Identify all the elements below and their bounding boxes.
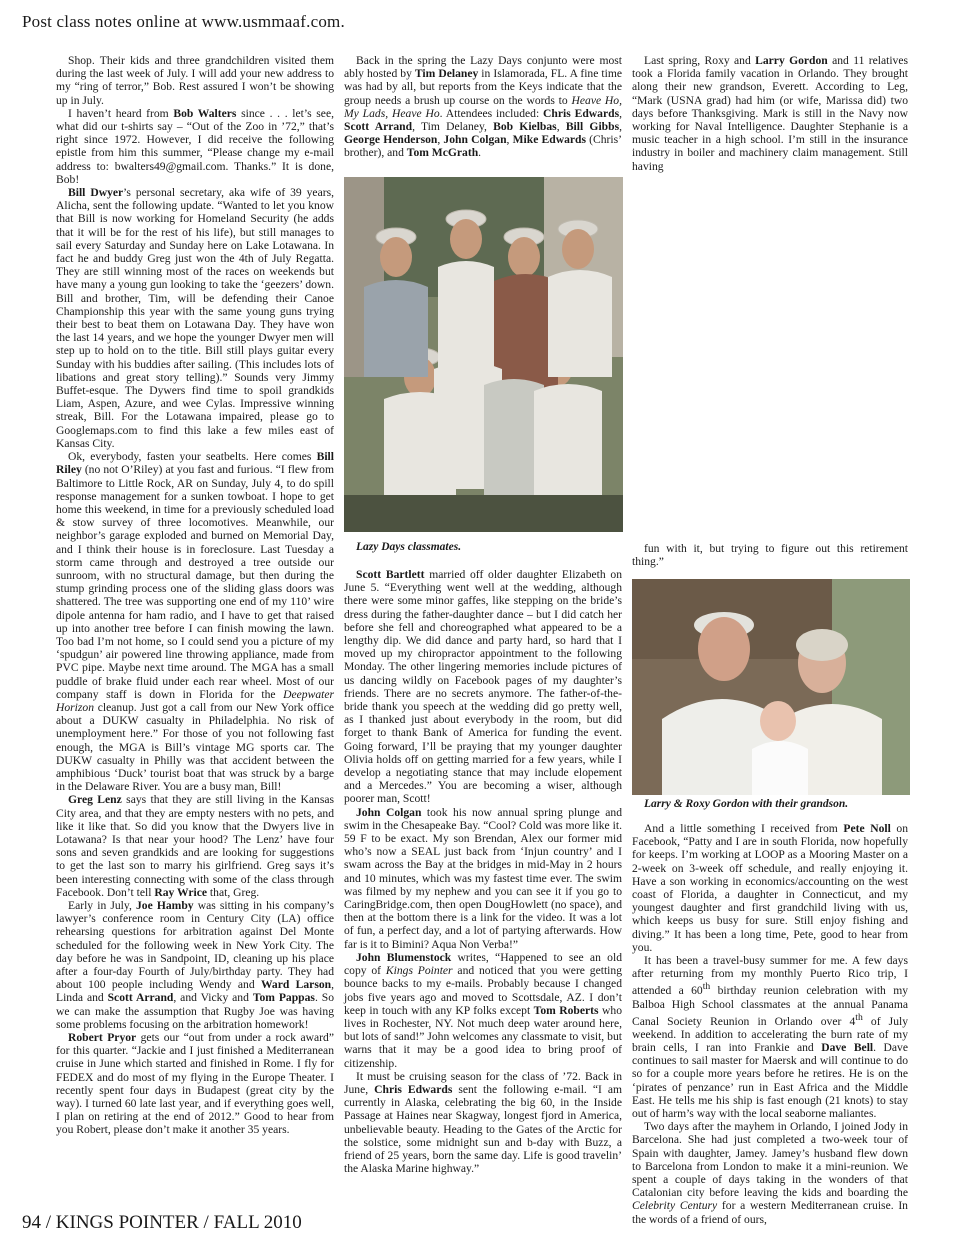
paragraph: Scott Bartlett married off older daughter Elizabeth on June 5. “Everything went well at the wedding, although there were some minor gaffes, like stepping on the bride’s dress during the father-daughter dance – but I did catch her before she fell and choreographed what appeared to be a lengthy dip. We did dance and party hard, so hard that I moved up my chiropractor appointment to the following Monday. The other lingering memories include pictures of us dancing wildly on Facebook pages of my daughter’s friends. There are no secrets anymore. The father-of-the-bride thank you speech at the wedding did go pretty well, as I thanked just about everybody in the room, but did forget to thank Bank of America for funding the event. Going forward, I’ll be praying that my younger daughter Olivia holds off on getting married for a few years, while I develop a negotiating stance that may include elopement and a Mercedes.” You are becoming a wiser, although poorer man, Scott! (344, 568, 622, 806)
page-footer: 94 / KINGS POINTER / FALL 2010 (22, 1212, 302, 1233)
paragraph: fun with it, but trying to figure out this retirement thing.” (632, 542, 908, 569)
name-bold: Tim Delaney (414, 67, 479, 81)
title-italic: Heave Ho, My Lads, Heave Ho (344, 93, 622, 120)
column-2-bottom (344, 568, 622, 1188)
title-italic: Deepwater Horizon (56, 687, 334, 714)
paragraph: Last spring, Roxy and Larry Gordon and 11 relatives took a Florida family vacation in Orlando. They brought along their new grandson, Everett. According to Leg, “Mark (USNA grad) had him (or wife, Marissa did) two days before Thanksgiving. Mark is still in the Navy now working for Naval Intelligence. Daughter Stephanie is a music teacher in a high school. I’m still in the insurance industry in boiler and machinery claim management. Still having (632, 54, 908, 173)
name-bold: Bill Gibbs (565, 120, 620, 134)
name-bold: Scott Bartlett (356, 568, 425, 581)
name-bold: Mike Edwards (512, 133, 586, 147)
name-bold: John Colgan (443, 133, 507, 147)
column-3-middle (632, 542, 908, 572)
paragraph: Back in the spring the Lazy Days conjunto were most ably hosted by Tim Delaney in Islamorada, FL. A fine time was had by all, but reports from the Keys indicate that the group needs a brush up course on the words to Heave Ho, My Lads, Heave Ho. Attendees included: Chris Edwards, Scott Arrand, Tim Delaney, Bob Kielbas, Bill Gibbs, George Henderson, John Colgan, Mike Edwards (Chris’ brother), and Tom McGrath. (344, 54, 623, 160)
paragraph: John Colgan took his now annual spring plunge and swim in the Chesapeake Bay. “Cool? Cold was more like it. 59 F to be exact. My son Brendan, Alex our former mid who’s now a SEAL just back from ‘Injun country’ and I swam across the Bay at the bridges in mid-May in 2 hours and 10 minutes, which was my fastest time ever. The swim was filmed by my nephew and you can see it if you go to CaringBridge.com, then open DougHowlett (no space), and then at the bottom there is a link for the video. It was a lot of fun, a perfect day, and a lot of partying afterwards. How far is it to Bimini? Aqua Non Verba!” (344, 805, 622, 951)
paragraph: Bill Dwyer’s personal secretary, aka wife of 39 years, Alicha, sent the following update. “Wanted to let you know that Bill is now working for Homeland Security (he adds that it will be for the rest of his life), but still manages to sail every Saturday and Sunday here on Lake Lotawana. In fact he and buddy Greg just won the 4th of July Regatta. They are still winning most of the races on weekends but have many a young gun looking to take the ‘geezers’ down. Bill and brother, Tim, will be defending their Canoe Championship this year with the same young guns trying their best to beat them on Lotawana Day. They have won the last 14 years, and we hope the younger Dwyer men will step up to hold on to the title. Bill still plays guitar every Sunday with his buddies after sailing. (This includes lots of libations and great story telling).” Sounds very Jimmy Buffet-esque. The Dywers find time to spoil grandkids Liam, Aspen, Azure, and wee Cylas. Impressive winning streak, Bill. For the Lotawana impaired, please go to Googlemaps.com to find this lake a few miles east of Kansas City. (56, 186, 334, 450)
name-bold: Pete Noll (843, 822, 891, 835)
lazy-days-caption: Lazy Days classmates. (356, 541, 462, 553)
paragraph: And a little something I received from Pete Noll on Facebook, “Patty and I are in south Florida, now hopefully for keeps. I’m working at LOOP as a Mooring Master on a 2-week on 3-week off schedule, and really enjoying it. Have a son working in economics/accounting on the west coast of Florida, a daughter in Connecticut, and my youngest daughter and first grandchild living with us, which keeps us busy for sure. Still enjoy fishing and diving.” It has been a long time, Pete, good to hear from you. (632, 822, 909, 954)
column-3-top (632, 54, 908, 174)
name-bold: Tom McGrath (406, 146, 479, 160)
gordon-family-photo (632, 579, 910, 795)
name-bold: Bill Dwyer (68, 186, 124, 200)
superscript: th (702, 981, 711, 993)
paragraph: Robert Pryor gets our “out from under a rock award” for this quarter. “Jackie and I just finished a Mediterranean cruise in June which started and finished in Rome. I fly for FEDEX and do most of my flying in the Europe Theater. I recently spent four days in Budapest (great city by the way). I turned 60 late last year, and if everything goes well, I plan on retiring at the end of 2012.” Good to hear from you Robert, please don’t make it another 35 years. (56, 1031, 334, 1137)
paragraph: Ok, everybody, fasten your seatbelts. Here comes Bill Riley (no not O’Riley) at you fast and furious. “I flew from Baltimore to Little Rock, AR on Sunday, July 4, to do spill response management for a sunken towboat. I hope to get home this weekend, in time for a previously scheduled load & stow survey of three locomotives. Meanwhile, our neighbor’s garage exploded and burned on Memorial Day, and I think their house is in foreclosure. Last Tuesday a storm came through and destroyed a tree outside our sunroom, with no structural damage, but then during the stump grinding process one of the sliding glass doors was shattered. The tree was supporting one end of my 110’ wire dipole antenna for ham radio, and I have to get that raised up into another tree before I can finish mowing the lawn. Too bad I’m not home, so I could send you a picture of my ‘spudgun’ air powered line throwing appliance, made from PVC pipe. Maybe next time around. The MGA has a small puddle of brake fluid under each rear wheel. Most of our company staff is down in Florida for the Deepwater Horizon cleanup. Just got a call from our New York office about a DUKW casualty in Philadelphia. No risk of unemployment here.” For those of you not following fast enough, the MGA is Bill’s vintage MG sports car. The DUKW casualty in Philly was that accident between the amphibious ‘Duck’ tourist boat that was struck by a barge in the Delaware River. You are a busy man, Bill! (56, 450, 334, 794)
name-bold: Chris Edwards (543, 106, 620, 120)
column-3-bottom (632, 822, 909, 1226)
paragraph: It must be cruising season for the class of ’72. Back in June, Chris Edwards sent the following e-mail. “I am currently in Alaska, celebrating the big 60, in the Inside Passage at Haines near Skagway, longest fjord in America, unbelievable beauty. Heading to the Gates of the Arctic for the solstice, some midnight sun and b-day with Buzz, a friend of 25 years, born the same day. Life is good travelin’ the Alaska Marine highway.” (344, 1069, 622, 1176)
name-bold: George Henderson (344, 133, 438, 147)
superscript: th (855, 1011, 863, 1023)
paragraph: Shop. Their kids and three grandchildren visited them during the last week of July. I will add your new address to my “ring of terror,” Bob. Rest assured I won’t be showing up in July. (56, 54, 334, 107)
photo-2-caption (632, 798, 908, 811)
name-bold: Ray Wrice (154, 885, 208, 899)
paragraph: Greg Lenz says that they are still living in the Kansas City area, and that they are empty nesters with no pets, and like it like that. So did you know that the Dwyers live in Lotawana? Is that near your hood? The Lenz’ have four sons and seven grandkids and are looking for suggestions to get the last son to marry his girlfriend. Greg says it’s been interesting connecting with some of the class through Facebook. Don’t tell Ray Wrice that, Greg. (56, 793, 334, 899)
name-bold: Robert Pryor (68, 1031, 137, 1045)
paragraph: Early in July, Joe Hamby was sitting in his company’s lawyer’s conference room in Century City (LA) office rehearsing questions for arbitration against Del Monte scheduled for the following week in New York City. The day before he was in Sandpoint, ID, cleaning up his place after a four-day Fourth of July/birthday party. They had about 100 people including Wendy and Ward Larson, Linda and Scott Arrand, and Vicky and Tom Pappas. So we can make the assumption that Rugby Joe was having some problems focusing on the arbitration homework! (56, 899, 335, 1031)
title-italic: Celebrity Century (632, 1199, 718, 1213)
column-1 (56, 54, 334, 1194)
name-bold: Tom Roberts (533, 1003, 599, 1017)
name-bold: Greg Lenz (68, 793, 122, 807)
photo-1-caption (344, 541, 622, 554)
name-bold: Tom Pappas (252, 991, 315, 1005)
name-bold: Chris Edwards (374, 1082, 453, 1096)
name-bold: Bob Kielbas (493, 120, 557, 134)
name-bold: Bill Riley (56, 450, 334, 477)
title-italic: Kings Pointer (385, 964, 453, 978)
name-bold: John Blumenstock (356, 950, 452, 964)
gordon-caption: Larry & Roxy Gordon with their grandson. (644, 798, 849, 810)
column-2-top (344, 54, 622, 174)
paragraph: It has been a travel-busy summer for me. A few days after returning from my monthly Puerto Rico trip, I attended a 60th birthday reunion celebration with my Balboa High School classmates at the annual Panama Canal Society Reunion in Orlando over 4th of July weekend. In addition to accelerating the burn rate of my brain cells, I ran into Frankie and Dave Bell. Dave continues to sail master for Maersk and will continue to do so for a couple more years before he retires. He is on the ‘pirates of penzance’ run in East Africa and the Middle East. He tells me his ship is fast enough (21 knots) to stay out of harm’s way with the local seaborne maliantes. (632, 954, 909, 1120)
lazy-days-classmates-photo (344, 177, 623, 532)
paragraph: Two days after the mayhem in Orlando, I joined Jody in Barcelona. She had just completed a two-week tour of Spain with daughter, Jamey. Jamey’s husband flew down to Barcelona from London to make it a mini-reunion. We spent a couple of days taking in the wonders of that Catalonian city before leaving the kids and boarding the Celebrity Century for a western Mediterranean cruise. In the words of a friend of ours, (632, 1120, 908, 1226)
name-bold: Bob Walters (173, 106, 237, 120)
name-bold: Dave Bell (821, 1040, 874, 1054)
name-bold: John Colgan (356, 805, 422, 819)
paragraph: John Blumenstock writes, “Happened to see an old copy of Kings Pointer and noticed that you were getting bounce backs to my e-mails. Probably because I changed jobs five years ago and moved to Scottsdale, AZ. I don’t keep in touch with any KP folks except Tom Roberts who lives in Rochester, NY. Not much deep water around here, but lots of sand!” John welcomes any classmate to visit, but warns that it may be a good idea to bring proof of citizenship. (344, 950, 623, 1070)
paragraph: I haven’t heard from Bob Walters since . . . let’s see, what did our t-shirts say – “Out of the Zoo in ’72,” that’s right since 1972. However, I did receive the following epistle from him this summer, “Please change my e-mail address to: bwalters49@gmail.com. Thanks.” It is done, Bob! (56, 106, 334, 186)
name-bold: Scott Arrand (107, 991, 174, 1005)
name-bold: Joe Hamby (135, 899, 194, 912)
name-bold: Ward Larson (260, 978, 332, 992)
name-bold: Larry Gordon (755, 54, 828, 67)
name-bold: Scott Arrand (344, 120, 413, 134)
page-header: Post class notes online at www.usmmaaf.com. (22, 12, 345, 31)
